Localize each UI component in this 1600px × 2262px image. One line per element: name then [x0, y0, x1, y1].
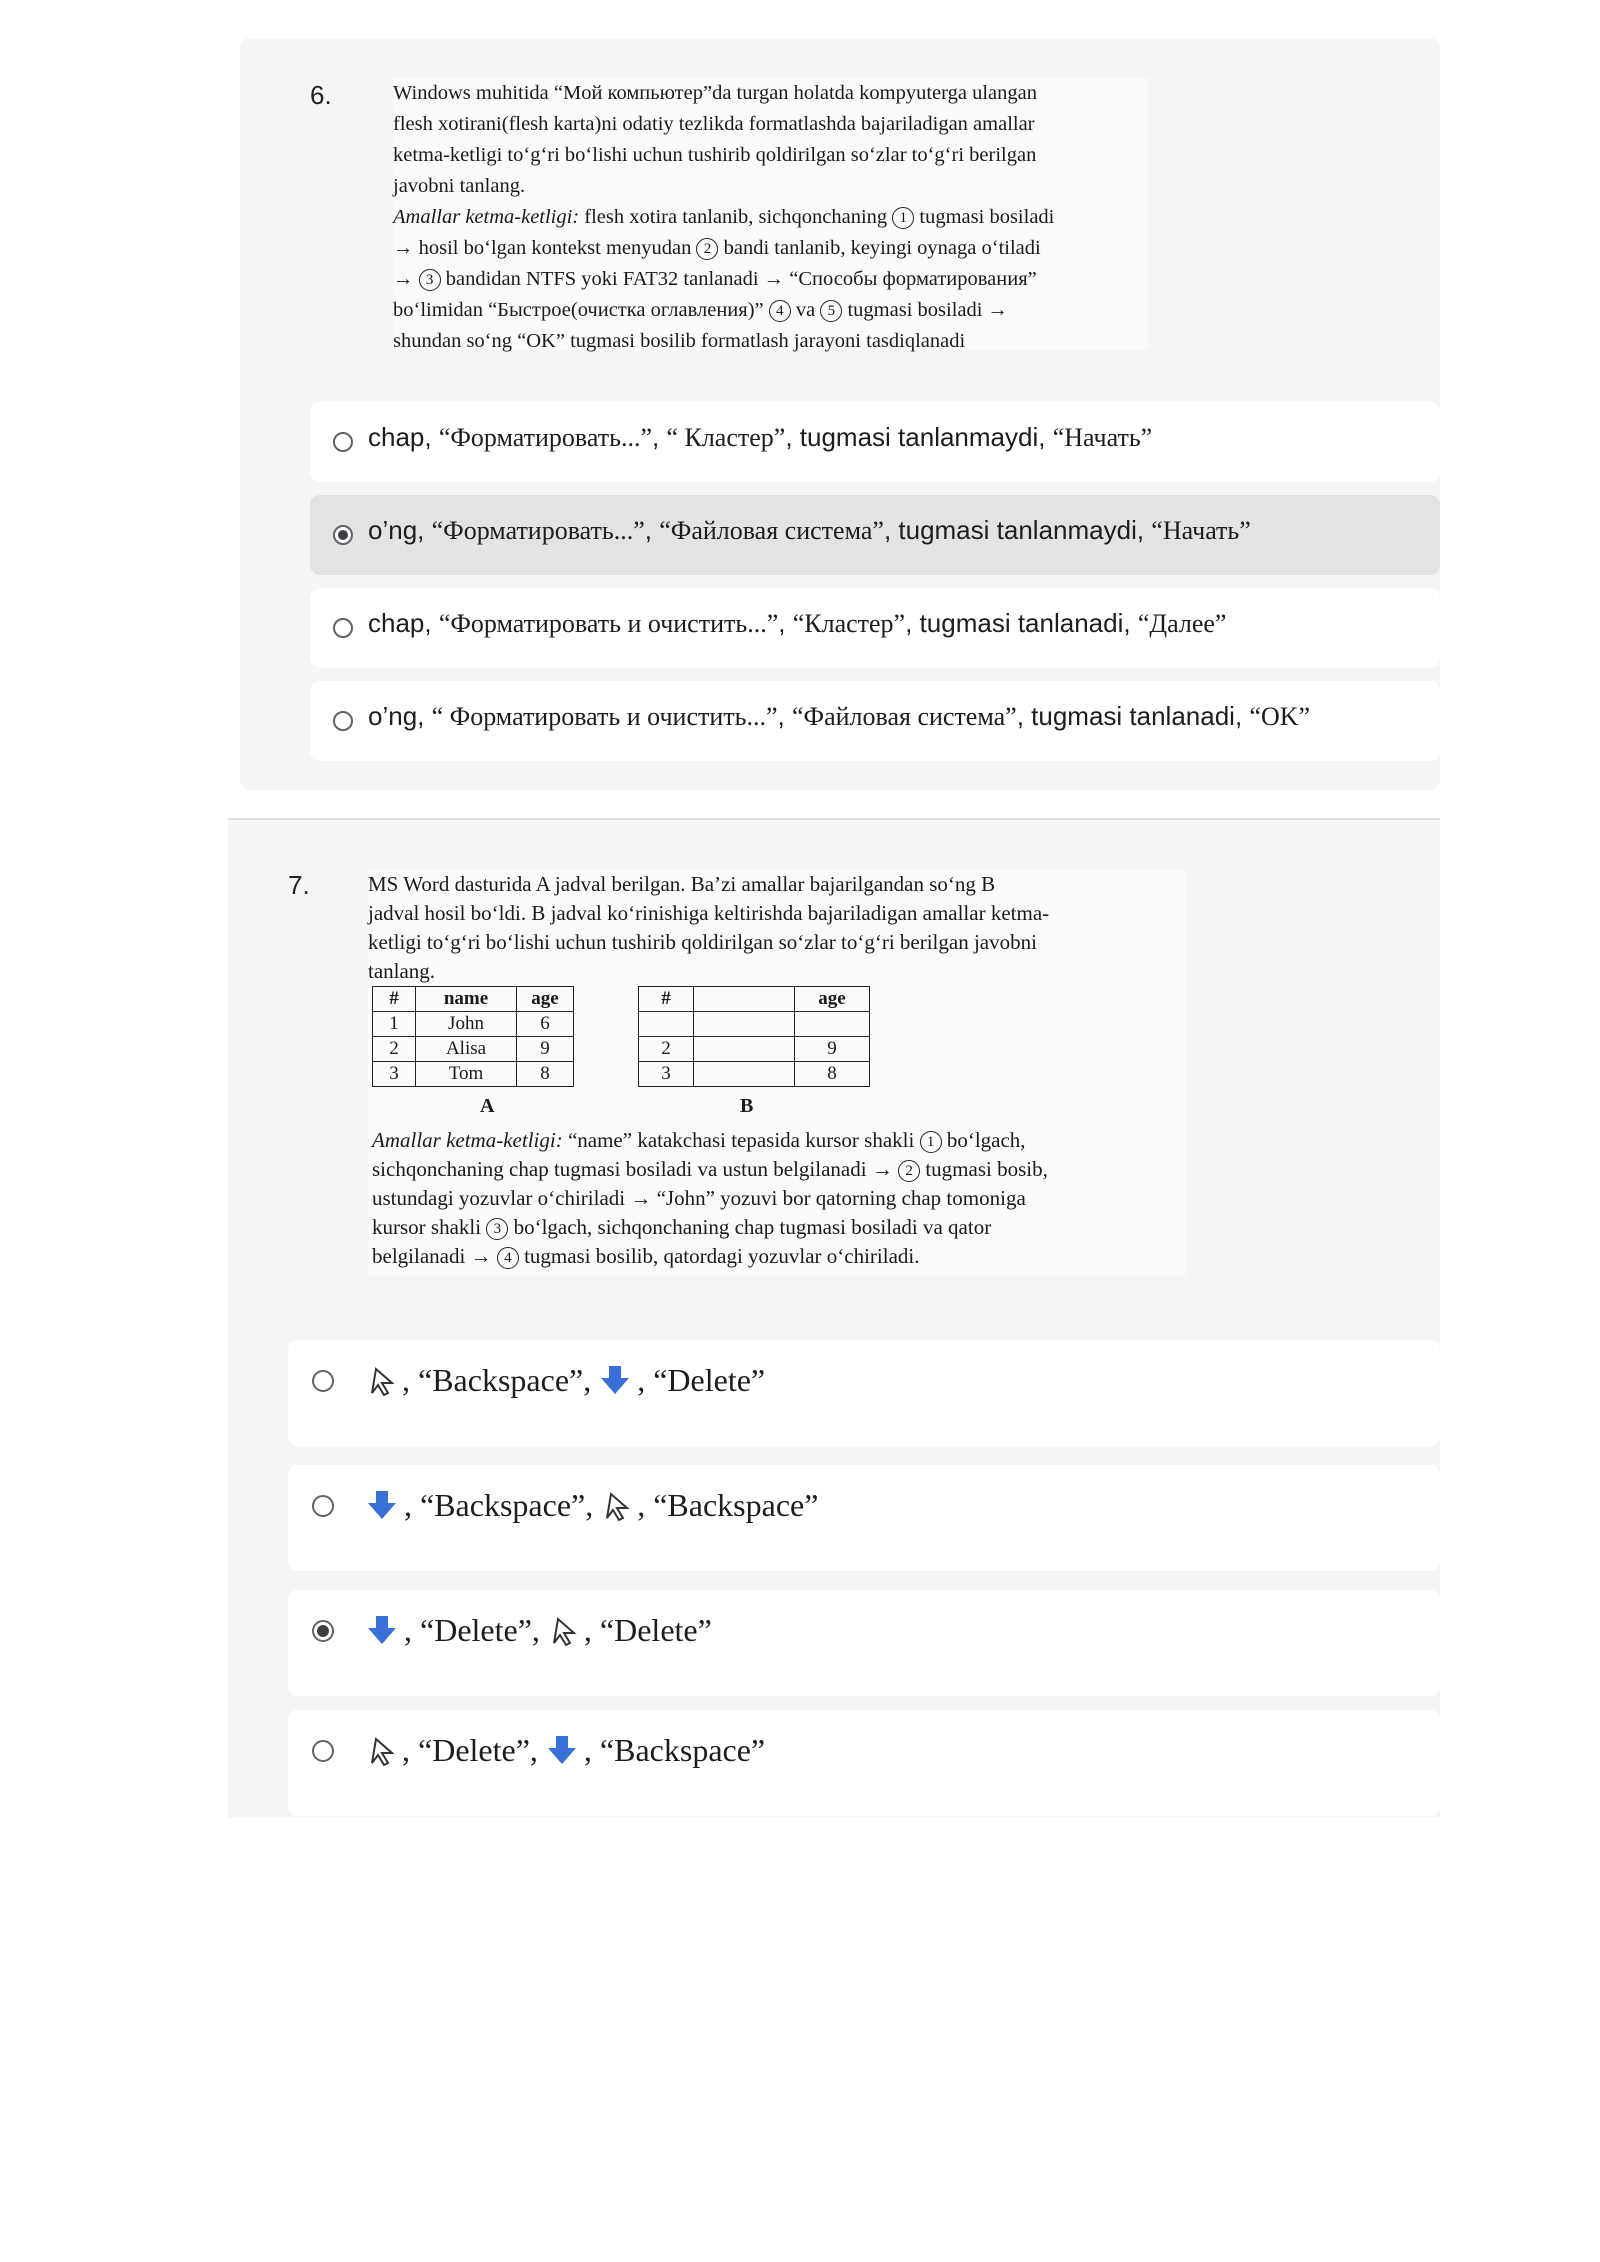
arrow-cursor-icon	[548, 1613, 578, 1655]
question-6-card	[240, 38, 1440, 790]
table-cell	[694, 1037, 795, 1062]
arrow-cursor-icon	[366, 1363, 396, 1405]
sequence-text: flesh xotira tanlanib, sichqonchaning	[579, 206, 893, 228]
option-label	[368, 422, 1152, 453]
table-cell	[639, 1012, 694, 1037]
sequence-line	[393, 295, 1148, 326]
option-text: “Backspace”	[599, 1732, 766, 1768]
sequence-line	[372, 1242, 1182, 1271]
sequence-line: ustundagi yozuvlar o‘chiriladi → “John” yozuvi bor qatorning chap tomoniga	[372, 1186, 1026, 1210]
radio-button[interactable]	[333, 432, 353, 452]
arrow-cursor-icon	[366, 1733, 396, 1775]
sequence-line	[393, 264, 1148, 295]
blank-number-2: 2	[898, 1160, 920, 1182]
table-a-caption: A	[480, 1095, 495, 1117]
blank-number-2: 2	[696, 238, 718, 260]
sequence-label: Amallar ketma-ketligi:	[393, 206, 580, 228]
question-line: Windows muhitida “Moй компьютер”da turgan holatda kompyuterga ulangan	[393, 82, 1037, 104]
sequence-text: bo‘limidan “Быстрое(очистка оглавления)”	[393, 299, 769, 321]
option-label: , “Backspace”, , “Delete”	[366, 1362, 765, 1405]
table-cell: 8	[795, 1062, 870, 1087]
sequence-text: belgilanadi →	[372, 1244, 497, 1268]
option-text: ,	[778, 608, 793, 638]
blank-number-5: 5	[820, 300, 842, 322]
question-line: tanlang.	[368, 959, 436, 983]
blank-number-4: 4	[769, 300, 791, 322]
table-cell: 6	[517, 1012, 574, 1037]
option-text: “Форматировать...”	[431, 516, 645, 545]
table-cell: 9	[795, 1037, 870, 1062]
option-text: “ Форматировать и очистить...”	[431, 702, 778, 731]
answer-option-c[interactable]	[310, 588, 1440, 668]
option-text: , tugmasi tanlanmaydi,	[785, 422, 1053, 452]
sequence-line	[393, 202, 1148, 233]
option-text: “Delete”	[599, 1612, 712, 1648]
option-text: “Backspace”	[420, 1487, 586, 1523]
option-text: , tugmasi tanlanadi,	[905, 608, 1138, 638]
option-text: “Форматировать и очистить...”	[438, 609, 779, 638]
sequence-text: sichqonchaning chap tugmasi bosiladi va ustun belgilanadi →	[372, 1157, 899, 1181]
answer-option-c[interactable]	[288, 1590, 1440, 1696]
blank-number-3: 3	[486, 1218, 508, 1240]
sequence-text: va	[790, 299, 821, 321]
arrow-cursor-icon	[601, 1488, 631, 1530]
answer-option-b[interactable]	[310, 495, 1440, 575]
option-label	[368, 608, 1226, 639]
sequence-block	[372, 1126, 1182, 1271]
down-arrow-icon	[599, 1364, 631, 1404]
radio-button[interactable]	[333, 618, 353, 638]
table-cell	[795, 1012, 870, 1037]
sequence-text: bandidan NTFS yoki FAT32 tanlanadi → “Способы форматирования”	[440, 268, 1037, 290]
answer-option-b[interactable]	[288, 1465, 1440, 1571]
table-cell	[694, 987, 795, 1012]
table-cell: age	[795, 987, 870, 1012]
option-label: , “Delete”, , “Delete”	[366, 1612, 712, 1655]
question-number: 6.	[310, 80, 332, 110]
option-text: “Файловая система”	[659, 516, 884, 545]
table-cell: Tom	[416, 1062, 517, 1087]
option-label: , “Backspace”, , “Backspace”	[366, 1487, 818, 1530]
question-image	[393, 78, 1148, 350]
radio-button[interactable]	[312, 1370, 334, 1392]
radio-button-selected[interactable]	[333, 525, 353, 545]
option-text: “Delete”	[418, 1732, 530, 1768]
sequence-line: shundan so‘ng “OK” tugmasi bosilib formatlash jarayoni tasdiqlanadi	[393, 330, 966, 352]
radio-button[interactable]	[312, 1740, 334, 1762]
question-image	[368, 870, 1186, 1276]
sequence-text: bo‘lgach,	[941, 1128, 1026, 1152]
answer-option-a[interactable]	[288, 1340, 1440, 1446]
option-text: “Backspace”	[418, 1362, 584, 1398]
table-cell: age	[517, 987, 574, 1012]
sequence-text: kursor shakli	[372, 1215, 487, 1239]
option-text: ,	[652, 422, 667, 452]
answer-option-d[interactable]	[310, 681, 1440, 761]
table-cell: Alisa	[416, 1037, 517, 1062]
table-row	[639, 1012, 870, 1037]
table-cell: 3	[639, 1062, 694, 1087]
option-text: chap,	[368, 422, 439, 452]
option-text: chap,	[368, 608, 439, 638]
question-line: ketma-ketligi to‘g‘ri bo‘lishi uchun tushirib qoldirilgan so‘zlar to‘g‘ri berilgan	[393, 144, 1037, 166]
table-cell: name	[416, 987, 517, 1012]
option-text: “Delete”	[420, 1612, 532, 1648]
option-label: , “Delete”, , “Backspace”	[366, 1732, 765, 1775]
table-row	[639, 1037, 870, 1062]
sequence-label: Amallar ketma-ketligi:	[372, 1128, 563, 1152]
sequence-line	[393, 233, 1148, 264]
table-cell: 3	[373, 1062, 416, 1087]
table-cell: 8	[517, 1062, 574, 1087]
down-arrow-icon	[366, 1489, 398, 1529]
question-line: ketligi to‘g‘ri bo‘lishi uchun tushirib qoldirilgan so‘zlar to‘g‘ri berilgan javobni	[368, 930, 1037, 954]
option-text: “Начать”	[1052, 423, 1153, 452]
sequence-text: tugmasi bosib,	[920, 1157, 1048, 1181]
question-line: flesh xotirani(flesh karta)ni odatiy tezlikda formatlashda bajariladigan amallar	[393, 113, 1035, 135]
table-cell: #	[639, 987, 694, 1012]
option-label	[368, 701, 1310, 732]
down-arrow-icon	[546, 1734, 578, 1774]
sequence-text: tugmasi bosilib, qatordagi yozuvlar o‘chiriladi.	[518, 1244, 920, 1268]
table-cell: 2	[639, 1037, 694, 1062]
table-row	[639, 987, 870, 1012]
question-line: javobni tanlang.	[393, 175, 526, 197]
sequence-text: bandi tanlanib, keyingi oynaga o‘tiladi	[718, 237, 1041, 259]
sequence-line	[372, 1155, 1182, 1184]
option-text: “Кластер”	[792, 609, 906, 638]
option-text: o’ng,	[368, 515, 432, 545]
blank-number-1: 1	[892, 207, 914, 229]
option-text: “Начать”	[1151, 516, 1251, 545]
option-text: “Backspace”	[653, 1487, 819, 1523]
option-text: “Delete”	[653, 1362, 766, 1398]
blank-number-1: 1	[920, 1131, 942, 1153]
option-text: , tugmasi tanlanadi,	[1016, 701, 1250, 731]
question-line: MS Word dasturida A jadval berilgan. Ba’zi amallar bajarilgandan so‘ng B	[368, 872, 996, 896]
option-text: “Файловая система”	[792, 702, 1017, 731]
table-cell: 9	[517, 1037, 574, 1062]
down-arrow-icon	[366, 1614, 398, 1654]
sequence-text: → hosil bo‘lgan kontekst menyudan	[393, 237, 697, 259]
table-cell: John	[416, 1012, 517, 1037]
table-row	[373, 1037, 574, 1062]
sequence-text: “name” katakchasi tepasida kursor shakli	[562, 1128, 920, 1152]
table-cell	[694, 1012, 795, 1037]
answer-option-a[interactable]	[310, 402, 1440, 482]
blank-number-4: 4	[497, 1247, 519, 1269]
sequence-text: tugmasi bosiladi →	[842, 299, 1009, 321]
option-text: o’ng,	[368, 701, 432, 731]
option-text: , tugmasi tanlanmaydi,	[883, 515, 1152, 545]
table-row	[373, 1012, 574, 1037]
sequence-text: →	[393, 268, 419, 290]
question-line: jadval hosil bo‘ldi. B jadval ko‘rinishiga keltirishda bajariladigan amallar ketma-	[368, 901, 1050, 925]
table-row	[639, 1062, 870, 1087]
radio-button-selected[interactable]	[312, 1620, 334, 1642]
table-cell: 2	[373, 1037, 416, 1062]
option-text: ,	[644, 515, 660, 545]
sequence-text: tugmasi bosiladi	[914, 206, 1055, 228]
table-b-caption: B	[740, 1095, 754, 1117]
table-cell: #	[373, 987, 416, 1012]
table-row	[373, 1062, 574, 1087]
question-7-card	[228, 818, 1440, 1818]
answer-option-d[interactable]	[288, 1710, 1440, 1816]
table-cell: 1	[373, 1012, 416, 1037]
option-text: “ Кластер”	[666, 423, 786, 452]
radio-button[interactable]	[333, 711, 353, 731]
option-label	[368, 515, 1251, 546]
option-text: “OK”	[1249, 702, 1311, 731]
table-a	[372, 986, 574, 1087]
option-text: ,	[777, 701, 792, 731]
radio-button[interactable]	[312, 1495, 334, 1517]
table-b	[638, 986, 870, 1087]
blank-number-3: 3	[419, 269, 441, 291]
option-text: “Форматировать...”	[438, 423, 652, 452]
sequence-text: bo‘lgach, sichqonchaning chap tugmasi bosiladi va qator	[508, 1215, 992, 1239]
table-row	[373, 987, 574, 1012]
sequence-line	[372, 1126, 1182, 1155]
option-text: “Далее”	[1137, 609, 1227, 638]
sequence-line	[372, 1213, 1182, 1242]
table-cell	[694, 1062, 795, 1087]
question-number: 7.	[288, 870, 310, 900]
